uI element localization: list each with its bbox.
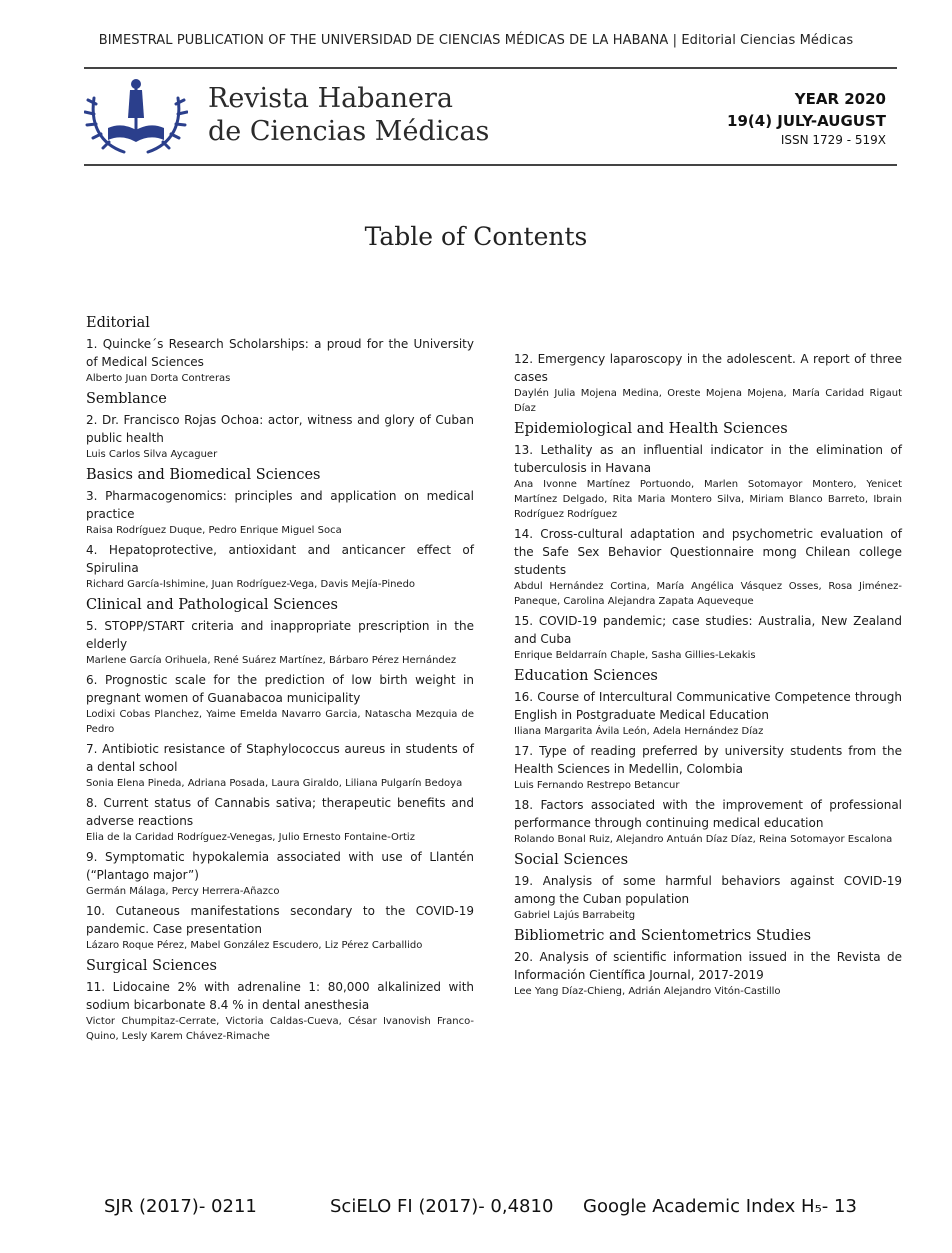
article-title[interactable]: 10. Cutaneous manifestations secondary to the COVID-19 pandemic. Case presentation bbox=[86, 904, 474, 936]
journal-logo-emblem bbox=[84, 74, 188, 158]
article-authors: Lázaro Roque Pérez, Mabel González Escudero, Liz Pérez Carballido bbox=[86, 940, 423, 951]
article-authors: Enrique Beldarraín Chaple, Sasha Gillies-Lekakis bbox=[514, 650, 756, 661]
journal-name-line1: Revista Habanera bbox=[208, 83, 453, 114]
article-authors: Lee Yang Díaz-Chieng, Adrián Alejandro Vitón-Castillo bbox=[514, 986, 781, 997]
article-title[interactable]: 18. Factors associated with the improvement of professional performance through continuing medical education bbox=[514, 798, 902, 830]
section-heading: Education Sciences bbox=[514, 668, 658, 684]
article-authors: Rolando Bonal Ruiz, Alejandro Antuán Díaz Díaz, Reina Sotomayor Escalona bbox=[514, 834, 893, 845]
article-title[interactable]: 4. Hepatoprotective, antioxidant and anticancer effect of Spirulina bbox=[86, 543, 474, 575]
section-heading: Epidemiological and Health Sciences bbox=[514, 421, 788, 437]
page-title: Table of Contents bbox=[364, 222, 588, 251]
article-authors: Lodixi Cobas Planchez, Yaime Emelda Navarro Garcia, Natascha Mezquia de Pedro bbox=[86, 709, 474, 735]
article-title[interactable]: 6. Prognostic scale for the prediction of low birth weight in pregnant women of Guanabacoa municipality bbox=[86, 673, 474, 705]
article-title[interactable]: 3. Pharmacogenomics: principles and application on medical practice bbox=[86, 489, 474, 521]
section-heading: Basics and Biomedical Sciences bbox=[86, 467, 321, 483]
article-title[interactable]: 20. Analysis of scientific information issued in the Revista de Información Científica Journal, 2017-2019 bbox=[514, 950, 902, 982]
section-heading: Surgical Sciences bbox=[86, 958, 217, 974]
article-title[interactable]: 2. Dr. Francisco Rojas Ochoa: actor, witness and glory of Cuban public health bbox=[86, 413, 474, 445]
article-title[interactable]: 16. Course of Intercultural Communicative Competence through English in Postgraduate Medical Education bbox=[514, 690, 902, 722]
journal-name-line2: de Ciencias Médicas bbox=[208, 116, 490, 147]
article-authors: Sonia Elena Pineda, Adriana Posada, Laura Giraldo, Liliana Pulgarín Bedoya bbox=[86, 778, 463, 789]
section-heading: Clinical and Pathological Sciences bbox=[86, 597, 338, 613]
article-title[interactable]: 8. Current status of Cannabis sativa; therapeutic benefits and adverse reactions bbox=[86, 796, 474, 828]
article-authors: Ana Ivonne Martínez Portuondo, Marlen Sotomayor Montero, Yenicet Martínez Delgado, Rita Maria Montero Silva, Miriam Blanco Barreto, Ibrain Rodríguez Rodríguez bbox=[514, 479, 902, 520]
article-title[interactable]: 7. Antibiotic resistance of Staphylococcus aureus in students of a dental school bbox=[86, 742, 474, 774]
article-title[interactable]: 12. Emergency laparoscopy in the adolescent. A report of three cases bbox=[514, 352, 902, 384]
article-authors: Marlene García Orihuela, René Suárez Martínez, Bárbaro Pérez Hernández bbox=[86, 655, 457, 666]
sjr-metric: SJR (2017)- 0211 bbox=[104, 1196, 257, 1217]
article-title[interactable]: 1. Quincke´s Research Scholarships: a proud for the University of Medical Sciences bbox=[86, 337, 474, 369]
article-authors: Victor Chumpitaz-Cerrate, Victoria Caldas-Cueva, César Ivanovish Franco-Quino, Lesly Karem Chávez-Rimache bbox=[86, 1016, 474, 1042]
section-heading: Bibliometric and Scientometrics Studies bbox=[514, 928, 812, 944]
section-heading: Social Sciences bbox=[514, 852, 629, 868]
issue-year: YEAR 2020 bbox=[794, 90, 886, 108]
section-heading: Editorial bbox=[86, 315, 150, 331]
toc-right-column bbox=[514, 350, 902, 1002]
toc-left-column bbox=[86, 314, 474, 1047]
article-authors: Elia de la Caridad Rodríguez-Venegas, Julio Ernesto Fontaine-Ortiz bbox=[86, 832, 415, 843]
article-title[interactable]: 13. Lethality as an influential indicator in the elimination of tuberculosis in Havana bbox=[514, 443, 902, 475]
scielo-metric: SciELO FI (2017)- 0,4810 bbox=[330, 1196, 554, 1217]
journal-name bbox=[208, 82, 489, 148]
article-title[interactable]: 19. Analysis of some harmful behaviors against COVID-19 among the Cuban population bbox=[514, 874, 902, 906]
article-authors: Germán Málaga, Percy Herrera-Añazco bbox=[86, 886, 280, 897]
article-authors: Daylén Julia Mojena Medina, Oreste Mojena Mojena, María Caridad Rigaut Díaz bbox=[514, 388, 902, 414]
journal-logo-icon bbox=[84, 74, 188, 158]
article-title[interactable]: 14. Cross-cultural adaptation and psychometric evaluation of the Safe Sex Behavior Questionnaire mong Chilean college students bbox=[514, 527, 902, 577]
article-title[interactable]: 17. Type of reading preferred by university students from the Health Sciences in Medellin, Colombia bbox=[514, 744, 902, 776]
article-title[interactable]: 9. Symptomatic hypokalemia associated with use of Llantén (“Plantago major”) bbox=[86, 850, 474, 882]
article-authors: Gabriel Lajús Barrabeitg bbox=[514, 910, 636, 921]
article-authors: Alberto Juan Dorta Contreras bbox=[86, 373, 231, 384]
publisher-line: BIMESTRAL PUBLICATION OF THE UNIVERSIDAD DE CIENCIAS MÉDICAS DE LA HABANA | Editorial Ciencias Médicas bbox=[98, 33, 854, 48]
article-authors: Luis Carlos Silva Aycaguer bbox=[86, 449, 218, 460]
article-title[interactable]: 5. STOPP/START criteria and inappropriate prescription in the elderly bbox=[86, 619, 474, 651]
article-authors: Iliana Margarita Ávila León, Adela Hernández Díaz bbox=[514, 726, 764, 737]
header-bottom-rule bbox=[84, 164, 897, 166]
article-authors: Abdul Hernández Cortina, María Angélica Vásquez Osses, Rosa Jiménez-Paneque, Carolina Alejandra Zapata Aqueveque bbox=[514, 581, 902, 607]
article-title[interactable]: 15. COVID-19 pandemic; case studies: Australia, New Zealand and Cuba bbox=[514, 614, 902, 646]
article-title[interactable]: 11. Lidocaine 2% with adrenaline 1: 80,000 alkalinized with sodium bicarbonate 8.4 % in dental anesthesia bbox=[86, 980, 474, 1012]
header-top-rule bbox=[84, 67, 897, 69]
article-authors: Luis Fernando Restrepo Betancur bbox=[514, 780, 680, 791]
article-authors: Raisa Rodríguez Duque, Pedro Enrique Miguel Soca bbox=[86, 525, 342, 536]
issue-info bbox=[727, 88, 886, 148]
issn: ISSN 1729 - 519X bbox=[780, 133, 886, 147]
google-index-metric: Google Academic Index H₅- 13 bbox=[583, 1196, 857, 1217]
article-authors: Richard García-Ishimine, Juan Rodríguez-Vega, Davis Mejía-Pinedo bbox=[86, 579, 416, 590]
issue-volume: 19(4) JULY-AUGUST bbox=[727, 112, 886, 130]
section-heading: Semblance bbox=[86, 391, 167, 407]
